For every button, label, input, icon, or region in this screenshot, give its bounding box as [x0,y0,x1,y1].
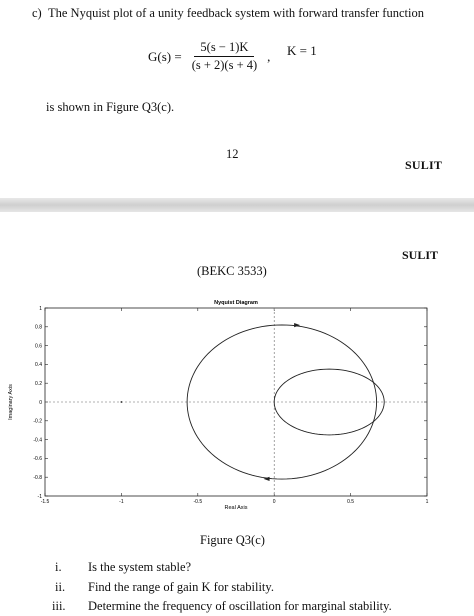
exam-page-bottom [0,212,474,616]
figure-caption: Figure Q3(c) [200,533,265,547]
sulit-label-top: SULIT [405,158,443,172]
page-divider [0,198,474,212]
chart-title: Nyquist Diagram [214,300,258,306]
x-tick-label: -1.5 [40,499,50,505]
y-tick-label: 0 [39,399,42,406]
subquestion-text: Is the system stable? [88,560,192,574]
y-tick-label: 0.6 [35,343,42,350]
y-tick-label: -0.8 [33,475,42,481]
x-tick-label: 0 [272,499,276,505]
y-tick-label: -0.6 [33,456,42,463]
subquestion-text: Find the range of gain K for stability. [88,580,274,594]
question-intro: The Nyquist plot of a unity feedback system with forward transfer function [48,6,424,20]
x-tick-label: 0.5 [347,499,355,505]
subquestion-number: ii. [55,580,66,594]
tf-numerator: 5(s − 1)K [194,40,254,57]
y-tick-label: 0.4 [35,362,42,369]
subquestion-number: i. [55,560,62,574]
critical-point-marker [121,401,123,403]
tf-fraction [186,40,263,73]
tf-lhs: G(s) = [148,48,182,64]
y-tick-label: -0.2 [33,418,42,425]
exam-page-top [0,0,474,198]
y-tick-label: 0.8 [35,324,42,331]
question-label: c) [32,6,42,20]
tf-denominator: (s + 2)(s + 4) [191,58,258,72]
y-axis-label: Imaginary Axis [8,384,14,420]
subquestion-number: iii. [52,599,66,613]
x-tick-label: 1 [425,499,429,505]
y-tick-label: -1 [37,493,42,500]
x-axis-label: Real Axis [224,505,248,511]
x-tick-label: -0.5 [193,499,203,505]
course-code: (BEKC 3533) [197,264,267,278]
gain-value: K = 1 [287,43,317,58]
y-tick-label: 0.2 [35,381,42,387]
x-tick-label: -1 [119,499,124,505]
y-tick-label: 1 [39,305,42,312]
tf-comma: , [267,48,271,64]
transfer-function [148,40,270,73]
sulit-label-bottom: SULIT [402,248,439,262]
figure-reference: is shown in Figure Q3(c). [46,100,175,114]
nyquist-chart [0,294,474,524]
subquestion-text: Determine the frequency of oscillation for marginal stability. [88,599,392,613]
page-number: 12 [226,147,239,161]
y-tick-label: -0.4 [33,437,42,444]
